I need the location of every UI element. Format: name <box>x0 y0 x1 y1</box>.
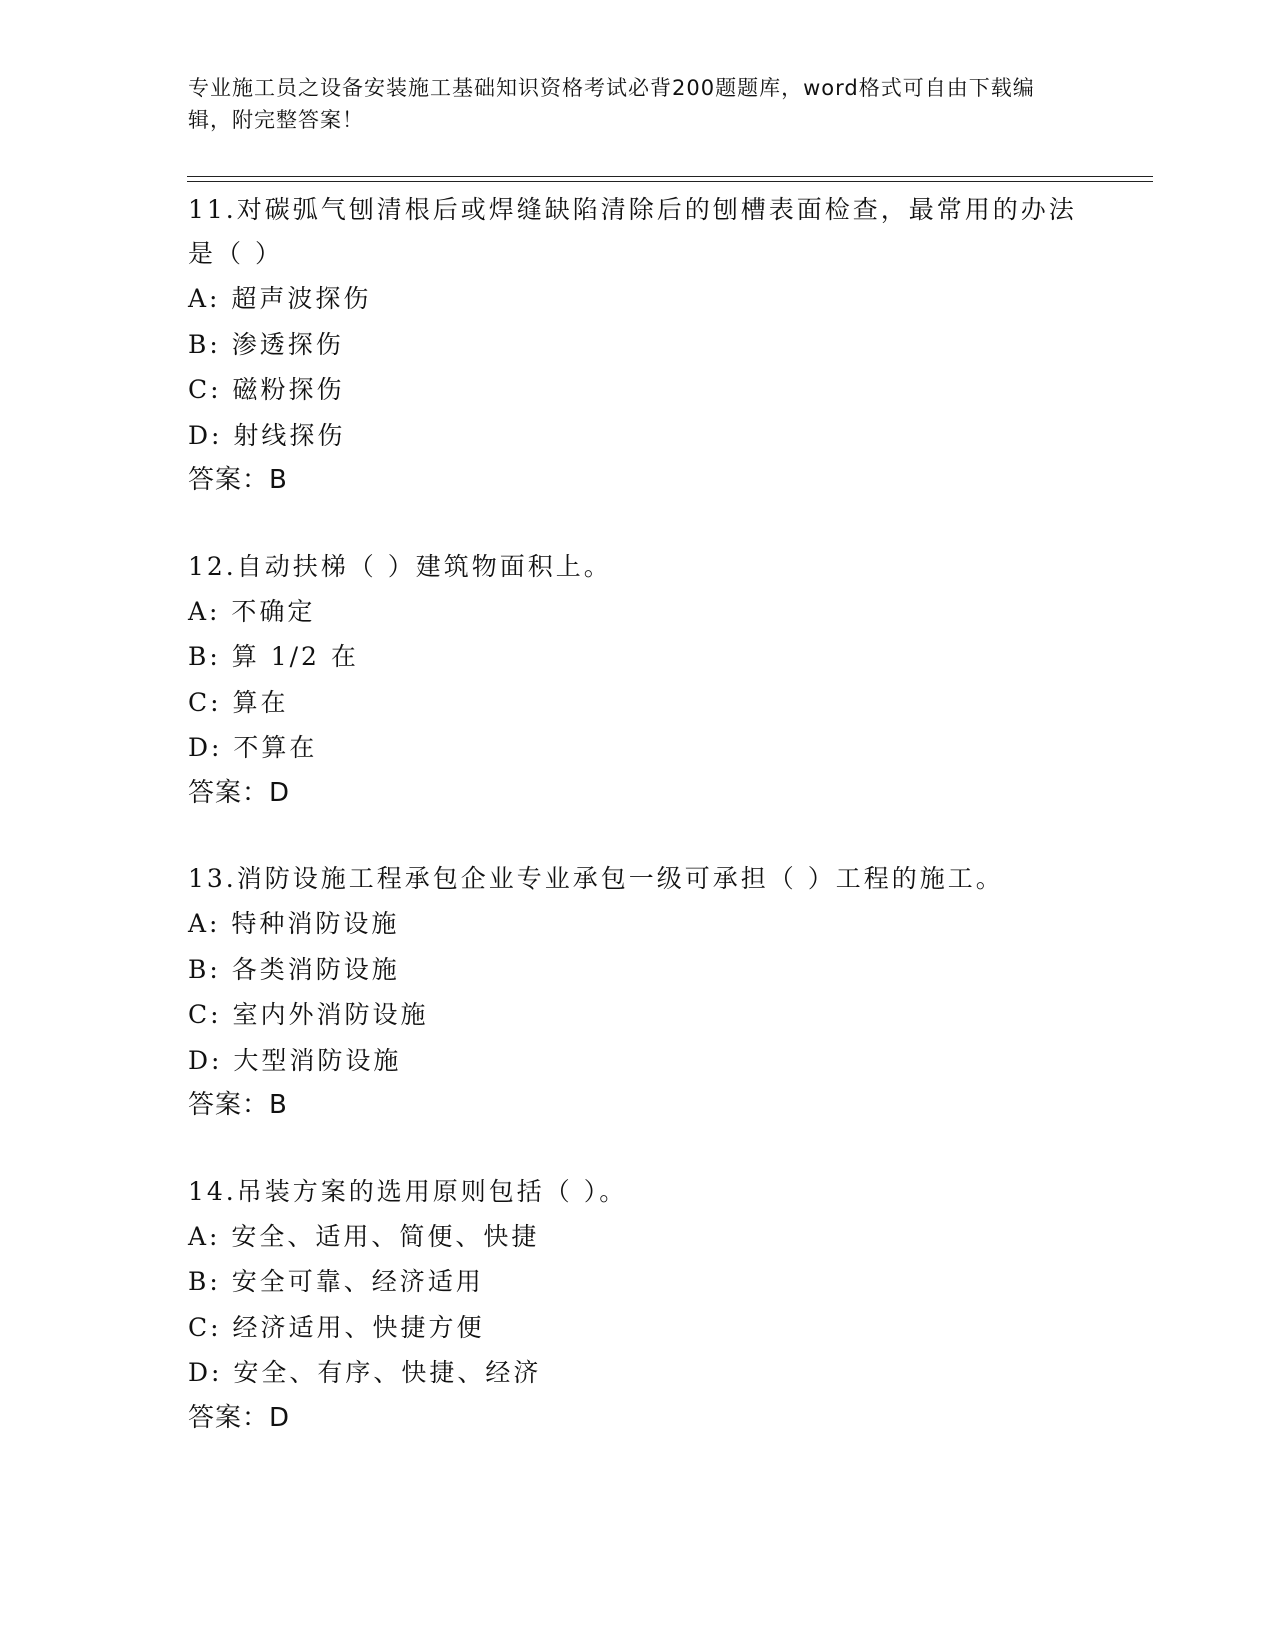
option-b: B: 安全可靠、经济适用 <box>188 1267 484 1296</box>
question-stem: 12.自动扶梯（ ）建筑物面积上。 <box>188 551 612 581</box>
option-d: D: 射线探伤 <box>188 420 346 450</box>
header-divider-bottom <box>187 181 1153 182</box>
option-a: A: 不确定 <box>188 596 316 626</box>
question-stem: 13.消防设施工程承包企业专业承包一级可承担（ ）工程的施工。 <box>188 864 1004 893</box>
option-d: D: 大型消防设施 <box>188 1045 402 1075</box>
document-intro: 专业施工员之设备安装施工基础知识资格考试必背200题题库，word格式可自由下载编辑，附完整答案！ <box>188 76 1035 132</box>
question-11 <box>188 188 1088 504</box>
answer: 答案：B <box>188 1090 288 1120</box>
option-c: C: 室内外消防设施 <box>188 1000 429 1029</box>
option-b: B: 渗透探伤 <box>188 329 344 359</box>
option-c: C: 算在 <box>188 687 289 717</box>
question-stem: 14.吊装方案的选用原则包括（ ）。 <box>188 1176 628 1206</box>
question-13 <box>188 857 1088 1129</box>
question-list <box>188 188 1088 1482</box>
option-c: C: 磁粉探伤 <box>188 375 345 404</box>
option-a: A: 超声波探伤 <box>188 284 372 313</box>
option-d: D: 安全、有序、快捷、经济 <box>188 1358 542 1387</box>
option-b: B: 各类消防设施 <box>188 954 400 984</box>
question-12 <box>188 545 1088 817</box>
question-14 <box>188 1170 1088 1442</box>
answer: 答案：D <box>188 1402 291 1433</box>
answer: 答案：D <box>188 777 291 808</box>
question-stem: 11.对碳弧气刨清根后或焊缝缺陷清除后的刨槽表面检查，最常用的办法是（ ） <box>188 195 1077 268</box>
option-a: A: 安全、适用、简便、快捷 <box>188 1221 540 1251</box>
answer: 答案：B <box>188 465 288 495</box>
option-d: D: 不算在 <box>188 733 318 762</box>
option-a: A: 特种消防设施 <box>188 909 400 938</box>
header-divider-top <box>187 176 1153 177</box>
option-b: B: 算 1/2 在 <box>188 642 359 671</box>
option-c: C: 经济适用、快捷方便 <box>188 1312 485 1342</box>
